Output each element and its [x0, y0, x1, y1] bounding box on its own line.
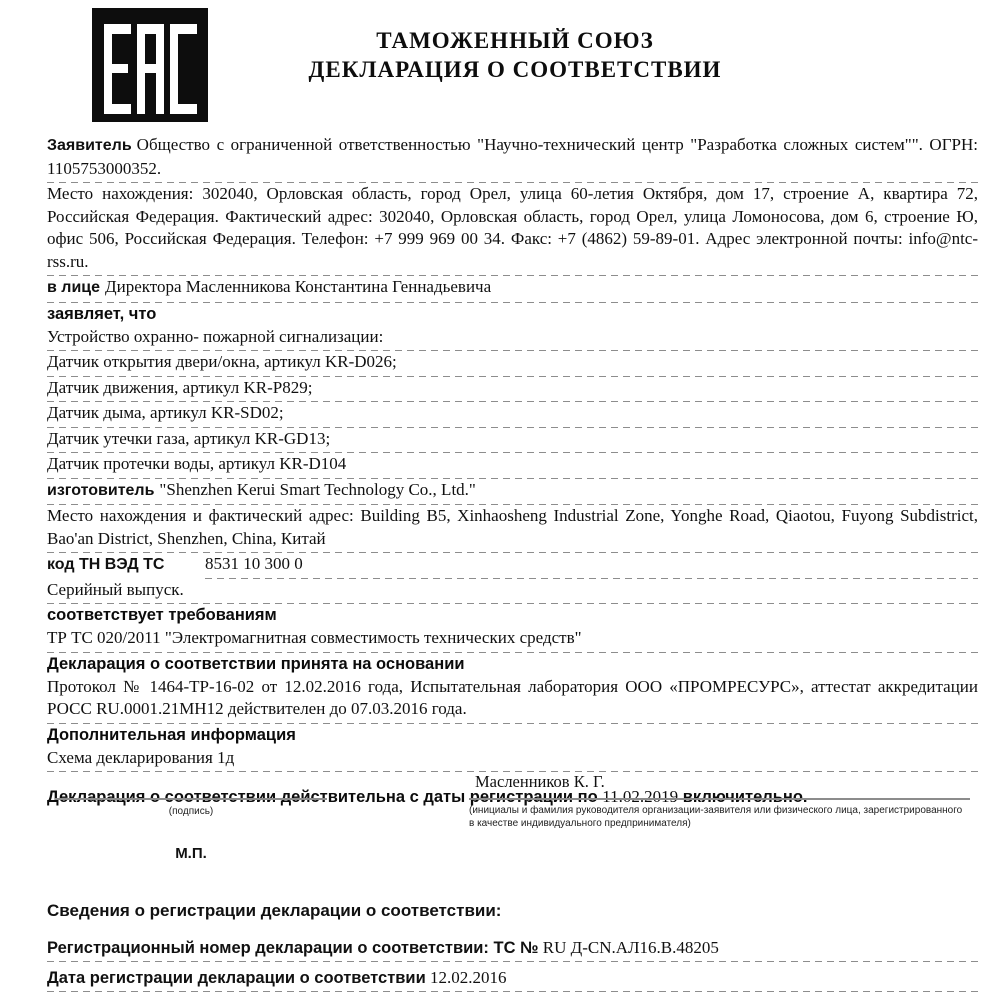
validity-prefix: Декларация о соответствии действительна с даты регистрации по	[47, 788, 598, 806]
applicant-label: Заявитель	[47, 137, 132, 154]
product-intro: Устройство охранно- пожарной сигнализации:	[47, 326, 978, 352]
product-item: Датчик утечки газа, артикул KR-GD13;	[47, 428, 978, 454]
registration-section	[47, 901, 978, 992]
registration-number-value: RU Д-CN.АЛ16.В.48205	[542, 938, 719, 957]
manufacturer-line	[47, 479, 978, 506]
validity-date: 11.02.2019	[602, 787, 679, 806]
applicant-text: Общество с ограниченной ответственностью "Научно-технический центр "Разработка сложных систем"". ОГРН: 1105753000352.	[47, 135, 978, 178]
requirements-text: ТР ТС 020/2011 "Электромагнитная совместимость технических средств"	[47, 627, 978, 653]
tnved-value: 8531 10 300 0	[205, 553, 978, 579]
registration-date-value: 12.02.2016	[429, 968, 507, 987]
validity-suffix: включительно.	[682, 788, 808, 806]
product-item: Датчик открытия двери/окна, артикул KR-D026;	[47, 351, 978, 377]
registration-date-line	[47, 967, 978, 992]
additional-text: Схема декларирования 1д	[47, 747, 978, 773]
basis-text: Протокол № 1464-ТР-16-02 от 12.02.2016 года, Испытательная лаборатория ООО «ПРОМРЕСУРС», аттестат аккредитации РОСС RU.0001.21МН12 действителен до 07.03.2016 года.	[47, 676, 978, 724]
signature-caption: (подпись)	[168, 806, 214, 817]
additional-heading: Дополнительная информация	[47, 725, 296, 744]
applicant-paragraph	[47, 134, 978, 183]
signature-left-column	[55, 772, 327, 862]
stamp-placeholder: М.П.	[175, 845, 207, 862]
manufacturer-address: Место нахождения и фактический адрес: Building B5, Xinhaosheng Industrial Zone, Yonghe Road, Qiaotou, Fuyong Subdistrict, Bao'an District, Shenzhen, China, Китай	[47, 505, 978, 553]
registration-number-line	[47, 937, 978, 962]
declaration-body	[47, 134, 978, 809]
requirements-heading: соответствует требованиям	[47, 606, 277, 624]
title-line-2: ДЕКЛАРАЦИЯ О СООТВЕТСТВИИ	[308, 57, 722, 82]
product-item: Датчик протечки воды, артикул KR-D104	[47, 453, 978, 479]
signature-block	[55, 772, 970, 862]
registration-heading: Сведения о регистрации декларации о соответствии:	[47, 901, 502, 920]
document-title	[240, 26, 790, 84]
applicant-address: Место нахождения: 302040, Орловская область, город Орел, улица 60-летия Октября, дом 17, строение А, квартира 72, Российская Федерация. Фактический адрес: 302040, Орловская область, город Орел, улица Ломоносова, дом 6, строение Ю, офис 506, Российская Федерация. Телефон: +7 999 969 00 34. Факс: +7 (4862) 59-89-01. Адрес электронной почты: info@ntc-rss.ru.	[47, 183, 978, 276]
registration-date-label: Дата регистрации декларации о соответствии	[47, 969, 426, 987]
signature-line	[55, 798, 327, 800]
eac-logo	[92, 8, 208, 122]
basis-heading: Декларация о соответствии принята на основании	[47, 654, 465, 673]
person-label: в лице	[47, 279, 101, 296]
product-item: Датчик дыма, артикул KR-SD02;	[47, 402, 978, 428]
signatory-name-line	[469, 798, 970, 800]
declares-label: заявляет, что	[47, 304, 157, 323]
eac-logo-icon	[92, 8, 208, 122]
serial-line: Серийный выпуск.	[47, 579, 978, 605]
person-text: Директора Масленникова Константина Геннадьевича	[105, 277, 492, 296]
manufacturer-name: "Shenzhen Kerui Smart Technology Co., Ltd."	[159, 479, 476, 499]
registration-number-label: Регистрационный номер декларации о соответствии: ТС №	[47, 939, 539, 957]
manufacturer-label: изготовитель	[47, 481, 155, 499]
title-line-1: ТАМОЖЕННЫЙ СОЮЗ	[376, 28, 654, 53]
product-item: Датчик движения, артикул KR-P829;	[47, 377, 978, 403]
tnved-label: код ТН ВЭД ТС	[47, 556, 165, 573]
signatory-name: Масленников К. Г.	[475, 772, 605, 791]
signatory-caption: (инициалы и фамилия руководителя организации-заявителя или физического лица, зарегистрированного в качестве индивидуального предпринимателя)	[469, 805, 963, 829]
tnved-line	[47, 553, 978, 579]
person-line	[47, 276, 978, 303]
signature-right-column	[469, 772, 970, 862]
